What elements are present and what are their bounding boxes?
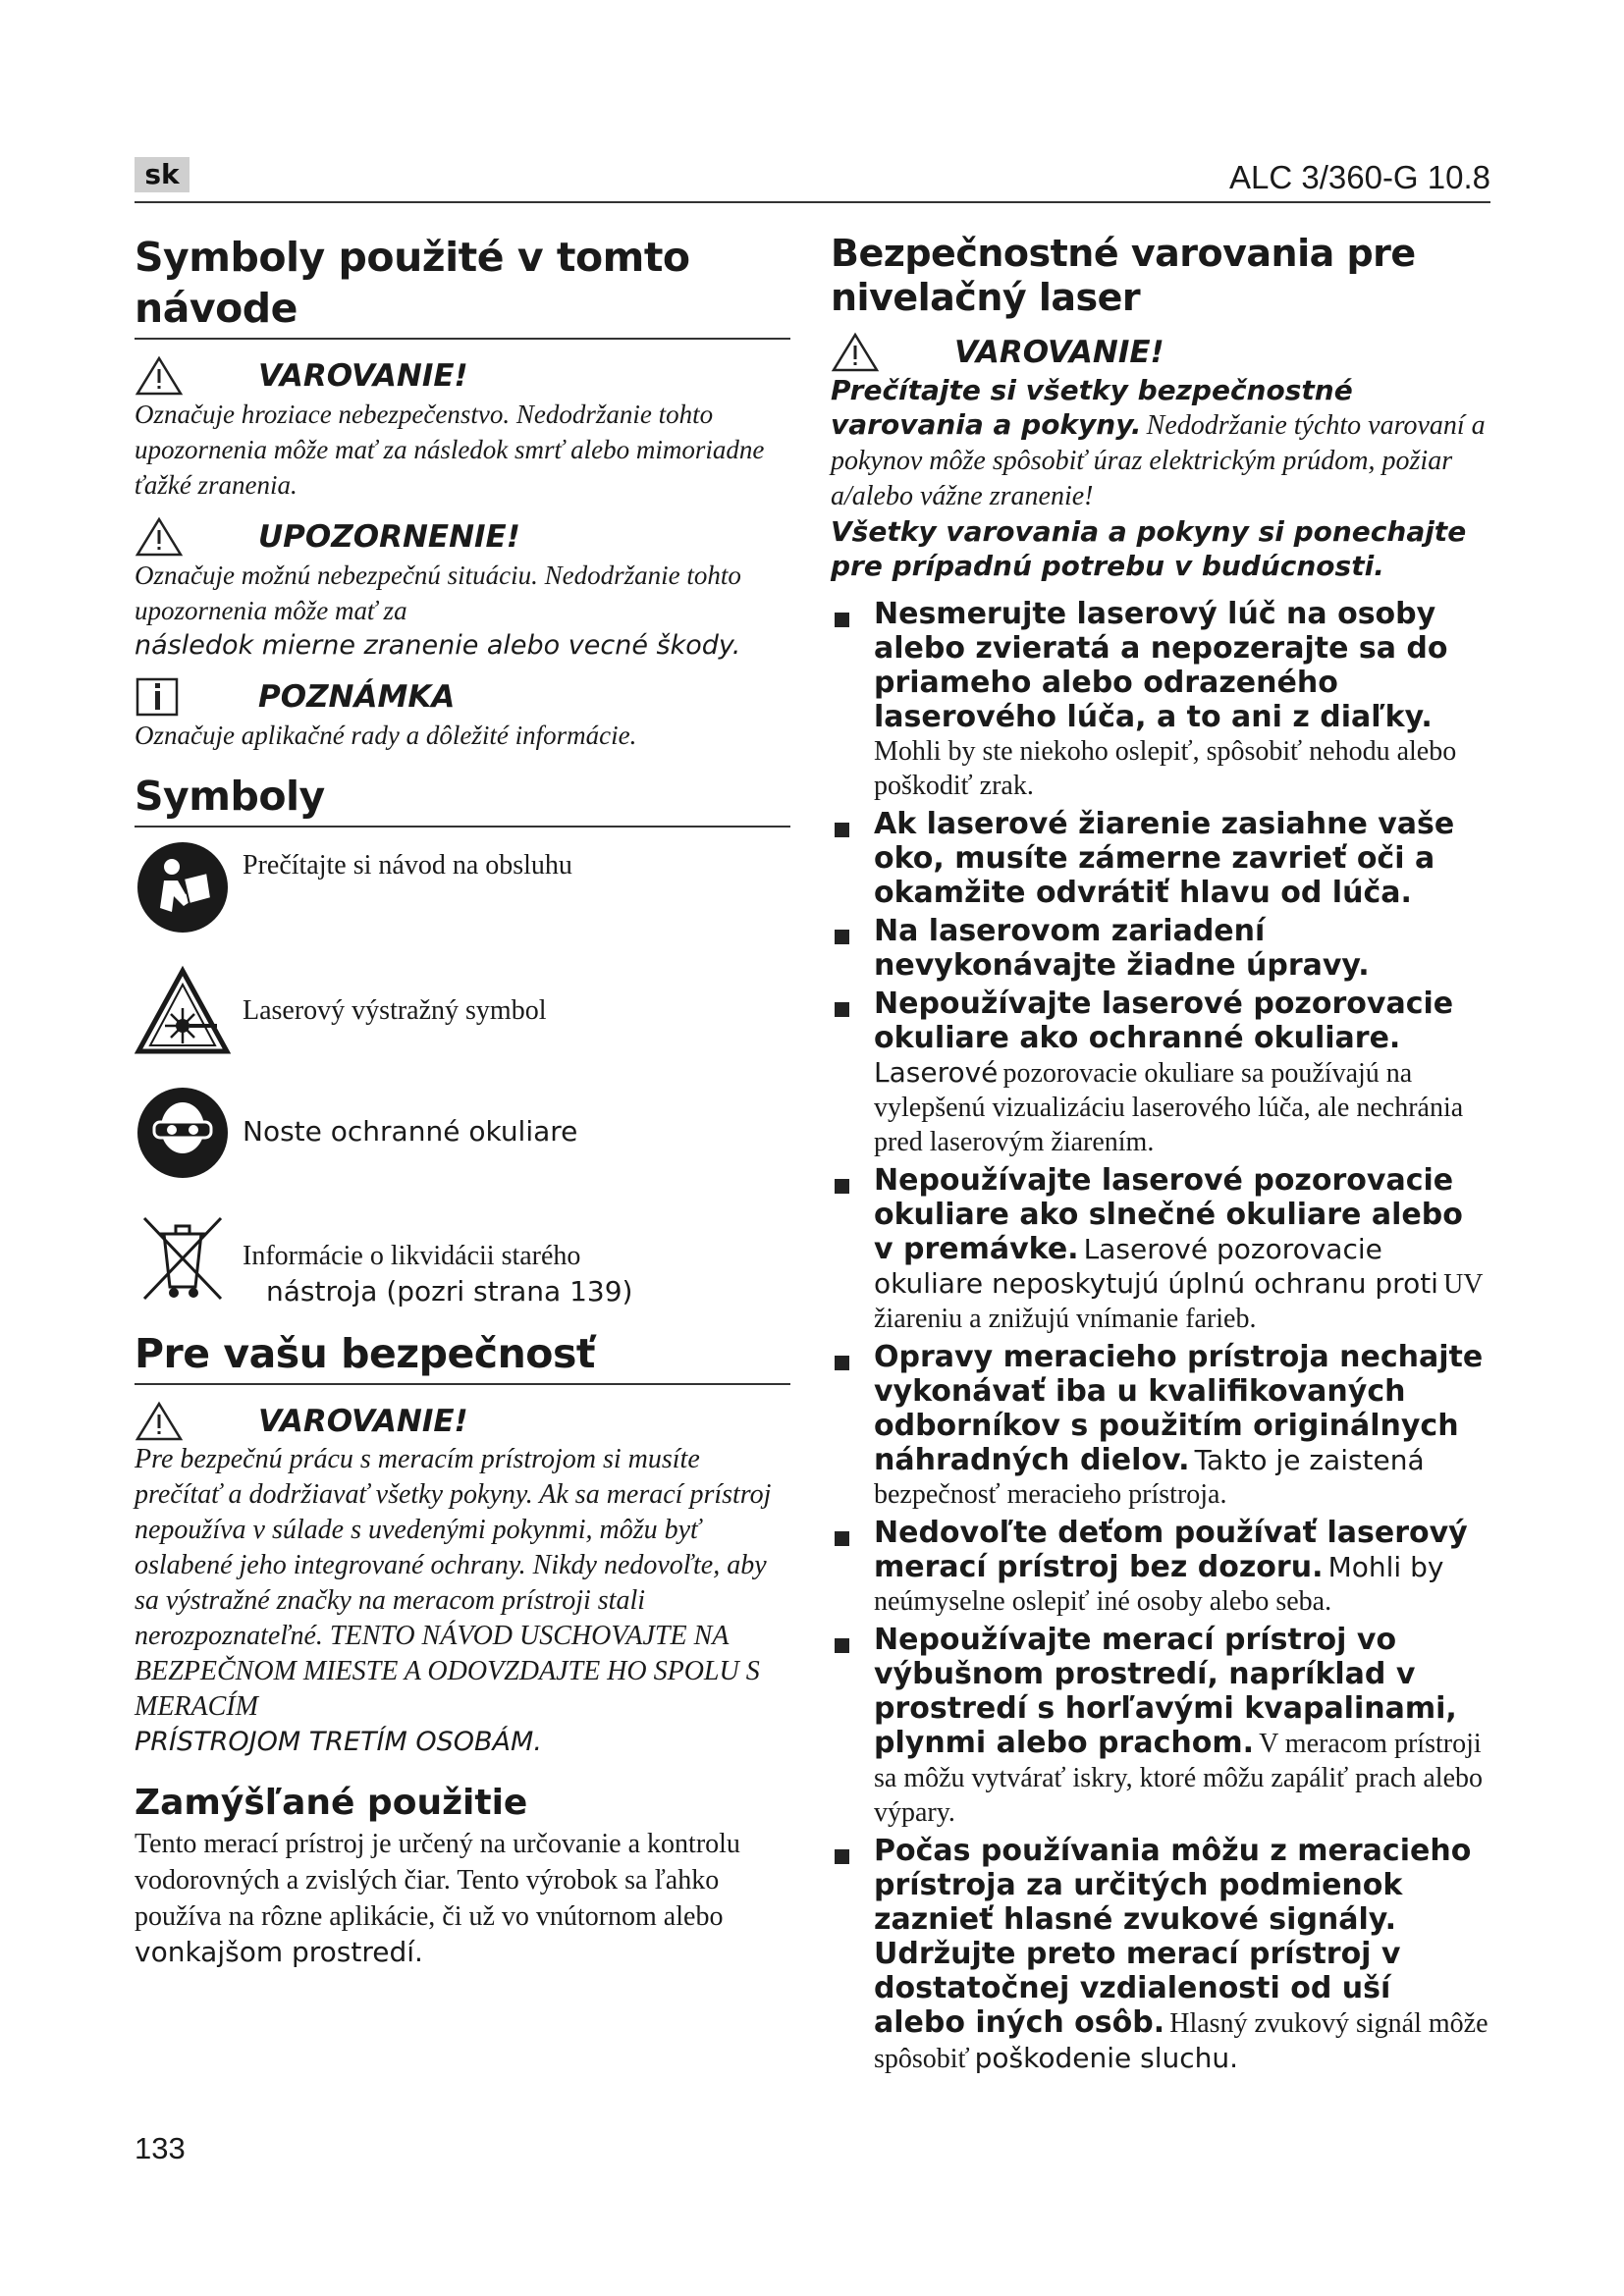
section-divider [135, 826, 790, 828]
bullet-bold: Opravy meracieho prístroja nechajte vykonávať iba u kvalifikovaných odborníkov s použitím originálnych náhradných dielov. [874, 1340, 1484, 1477]
section-divider [135, 338, 790, 340]
safety-goggles-icon [135, 1085, 231, 1181]
list-item [831, 807, 1490, 910]
right-column [831, 232, 1490, 2080]
safety-title: Pre vašu bezpečnosť [135, 1330, 595, 1377]
laser-intro [831, 373, 1490, 514]
bullet-bold: Ak laserové žiarenie zasiahne vaše oko, musíte zámerne zavrieť oči a okamžite odvrátiť hlavu od lúča. [874, 807, 1455, 910]
left-column [135, 232, 790, 1969]
caution-text: Označuje možnú nebezpečnú situáciu. Nedodržanie tohto upozornenia môže mať za [135, 561, 741, 625]
note-text: Označuje aplikačné rady a dôležité informácie. [135, 721, 637, 750]
list-item [831, 1163, 1490, 1336]
caution-triangle-icon [135, 516, 184, 558]
bullet-text: bezpečnosť meracieho prístroja. [874, 1479, 1227, 1510]
warning-text: Označuje hroziace nebezpečenstvo. Nedodržanie tohto upozornenia môže mať za následok smrť alebo mimoriadne ťažké zranenia. [135, 400, 765, 500]
safety-warning-notice [135, 1401, 790, 1442]
bullet-text: pozorovacie okuliare sa používajú na vylepšenú vizualizáciu laserového lúča, ale nechránia pred laserovým žiarením. [874, 1058, 1464, 1157]
list-item [831, 987, 1490, 1159]
list-item [831, 914, 1490, 983]
list-item [831, 1516, 1490, 1619]
symbol-disposal-text [243, 1210, 632, 1308]
symbol-read-manual [135, 839, 790, 935]
header-divider [135, 201, 1490, 203]
note-notice [135, 676, 790, 718]
intended-use-text-2: vonkajšom prostredí. [135, 1936, 423, 1968]
safety-text: Pre bezpečnú prácu s meracím prístrojom si musíte prečítať a dodržiavať všetky pokyny. Ak sa merací prístroj nepoužíva v súlade s uvedenými pokynmi, môžu byť oslabené jeho integrované ochrany. Nikdy nedovoľte, aby sa výstražné značky na meracom prístroji stali nerozpoznateľné. TENTO NÁVOD USCHOVAJTE NA BEZPEČNOM MIESTE A ODOVZDAJTE HO SPOLU S MERACÍM [135, 1444, 772, 1722]
bullet-bold: Nepoužívajte laserové pozorovacie okuliare ako slnečné okuliare alebo v premávke. [874, 1163, 1463, 1266]
language-badge: sk [135, 157, 189, 192]
bullet-text-sans: Takto je zaistená [1194, 1444, 1425, 1476]
laser-keep-instructions: Všetky varovania a pokyny si ponechajte pre prípadnú potrebu v budúcnosti. [831, 515, 1467, 582]
symbol-laser-warning [135, 965, 790, 1061]
bullet-bold: Nepoužívajte merací prístroj vo výbušnom prostredí, napríklad v prostredí s horľavými kvapalinami, plynmi alebo prachom. [874, 1623, 1457, 1760]
model-name: ALC 3/360-G 10.8 [1229, 159, 1490, 195]
section-divider [135, 1383, 790, 1385]
disposal-bin-icon [135, 1210, 231, 1307]
symbol-safety-goggles [135, 1085, 790, 1181]
page-number: 133 [135, 2131, 186, 2165]
bullet-text: Mohli by ste niekoho oslepiť, spôsobiť nehodu alebo poškodiť zrak. [874, 736, 1457, 801]
bullet-text: Hlasný zvukový signál môže spôsobiť [874, 2008, 1489, 2074]
bullet-text: UV žiareniu a znižujú vnímanie farieb. [874, 1269, 1483, 1334]
bullet-bold: Nepoužívajte laserové pozorovacie okuliare ako ochranné okuliare. [874, 987, 1454, 1055]
laser-safety-title: Bezpečnostné varovania pre nivelačný laser [831, 232, 1416, 319]
bullet-bold: Počas používania môžu z meracieho prístroja za určitých podmienok zaznieť hlasné zvukové signály. Udržujte preto merací prístroj v dostatočnej vzdialenosti od uší alebo iných osôb. [874, 1834, 1472, 2040]
symbol-laser-warning-text: Laserový výstražný symbol [243, 995, 547, 1026]
symbol-disposal-line2: nástroja (pozri strana 139) [266, 1275, 633, 1308]
list-item [831, 1834, 1490, 2076]
info-icon [135, 676, 184, 718]
caution-notice [135, 516, 790, 558]
symbols-used-title: Symboly použité v tomto návode [135, 234, 690, 332]
symbols-title: Symboly [135, 773, 325, 820]
warning-triangle-icon [135, 355, 184, 397]
bullet-text-sans: Laserové [874, 1056, 999, 1089]
intended-use-title: Zamýšľané použitie [135, 1783, 528, 1823]
warning-notice [135, 355, 790, 397]
bullet-bold: Nedovoľte deťom používať laserový merací prístroj bez dozoru. [874, 1516, 1468, 1584]
safety-bullet-list [831, 597, 1490, 2076]
bullet-bold: Na laserovom zariadení nevykonávajte žiadne úpravy. [874, 914, 1370, 983]
warning-label: VAROVANIE! [258, 358, 468, 394]
bullet-text-sans: Laserové pozorovacie okuliare neposkytujú úplnú ochranu proti [874, 1233, 1438, 1300]
symbol-disposal [135, 1210, 790, 1308]
bullet-text-sans: poškodenie sluchu. [974, 2042, 1239, 2074]
caution-label: UPOZORNENIE! [258, 519, 520, 555]
list-item [831, 597, 1490, 803]
laser-intro-bold: Prečítajte si všetky bezpečnostné varovania a pokyny. [831, 374, 1353, 441]
symbol-read-manual-text: Prečítajte si návod na obsluhu [243, 850, 572, 881]
read-manual-icon [135, 839, 231, 935]
note-label: POZNÁMKA [258, 679, 456, 715]
laser-warning-icon [135, 965, 231, 1061]
symbol-disposal-line1: Informácie o likvidácii starého [243, 1241, 581, 1271]
safety-warning-label: VAROVANIE! [258, 1404, 468, 1439]
caution-text-2: následok mierne zranenie alebo vecné škody. [135, 630, 741, 661]
laser-intro-text: Nedodržanie týchto varovaní a pokynov môže spôsobiť úraz elektrickým prúdom, požiar a/alebo vážne zranenie! [831, 410, 1486, 511]
list-item [831, 1340, 1490, 1512]
intended-use-text: Tento merací prístroj je určený na určovanie a kontrolu vodorovných a zvislých čiar. Tento výrobok sa ľahko používa na rôzne aplikácie, či už vo vnútornom alebo [135, 1829, 740, 1932]
laser-warning-notice [831, 332, 1490, 373]
warning-triangle-icon [135, 1401, 184, 1442]
bullet-text: neúmyselne oslepiť iné osoby alebo seba. [874, 1586, 1332, 1617]
warning-triangle-icon [831, 332, 880, 373]
bullet-text-sans: Mohli by [1327, 1551, 1444, 1583]
safety-text-2: PRÍSTROJOM TRETÍM OSOBÁM. [135, 1727, 542, 1757]
laser-warning-label: VAROVANIE! [954, 335, 1164, 370]
bullet-bold: Nesmerujte laserový lúč na osoby alebo zvieratá a nepozerajte sa do priameho alebo odrazeného laserového lúča, a to ani z diaľky. [874, 597, 1448, 734]
bullet-text: V meracom prístroji sa môžu vytvárať iskry, ktoré môžu zapáliť prach alebo výpary. [874, 1729, 1483, 1828]
symbol-safety-goggles-text: Noste ochranné okuliare [243, 1115, 578, 1148]
list-item [831, 1623, 1490, 1830]
